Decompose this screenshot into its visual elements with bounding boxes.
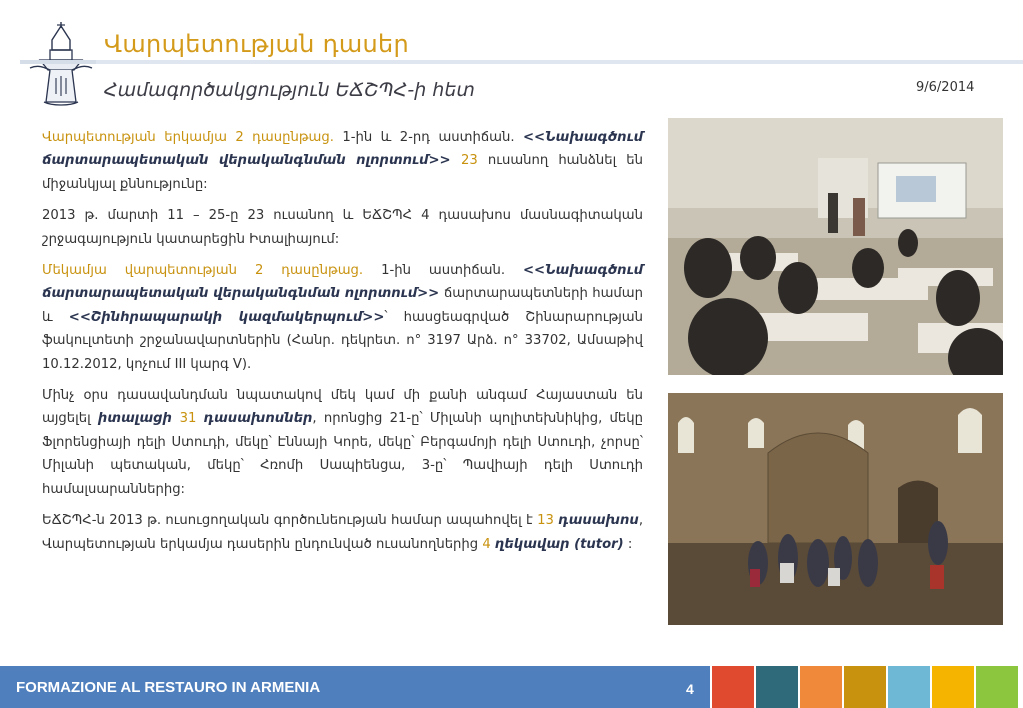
header-divider — [20, 60, 1023, 64]
page-title: Վարպետության դասեր — [104, 30, 410, 58]
paragraph — [42, 384, 643, 501]
text-segment: 1-ին և 2-րդ աստիճան. — [342, 130, 523, 145]
text-segment: 1-ին աստիճան. — [381, 263, 523, 279]
text-segment: 13 — [537, 513, 559, 529]
text-segment: <<Շինհրապարակի կազմակերպում>> — [68, 309, 385, 325]
classroom-photo — [668, 118, 1003, 375]
text-segment: 23 — [461, 153, 488, 169]
text-segment: դասախոս — [558, 513, 639, 529]
color-swatch — [756, 666, 798, 708]
paragraph — [42, 204, 643, 251]
color-swatch — [976, 666, 1018, 708]
color-swatch — [932, 666, 974, 708]
color-swatch — [712, 666, 754, 708]
color-swatches — [712, 666, 1020, 708]
text-segment: : — [623, 536, 633, 552]
text-segment: Մինչ օրս դասավանդման նպատակով մեկ կամ մի քանի անգամ Հայաստան են այցելել — [42, 388, 643, 427]
text-segment: ՝ հասցեագրված Շինարարության ֆակուլտետի շրջանավարտներին (Հանր. դեկրետ. n° 3197 Արձ. n° 33702, Ամսաթիվ 10.12.2012, կոչում III կարգ V). — [42, 309, 643, 372]
text-segment: ԵՃՇՊՀ-ն 2013 թ. ուսուցողական գործունեության համար ապահովել է — [42, 513, 538, 529]
text-segment: 2013 թ. մարտի 11 – 25-ը 23 ուսանող և ԵՃՇՊՀ 4 դասախոս մասնագիտական շրջագայություն կատարեցին Իտալիայում: — [42, 208, 643, 247]
paragraph — [42, 259, 643, 376]
church-visit-photo — [668, 393, 1003, 625]
color-swatch — [800, 666, 842, 708]
color-swatch — [888, 666, 930, 708]
paragraph — [42, 126, 643, 196]
text-segment: ճարտարապետների համար և — [42, 286, 643, 325]
text-segment: <<Նախագծում ճարտարապետական վերականգնման ոլորտում>> — [42, 130, 643, 169]
text-segment: , Վարպետության երկամյա դասերին ընդունված ուսանողներից — [42, 513, 644, 552]
text-segment: <<Նախագծում ճարտարապետական վերականգնման ոլորտում>> — [42, 263, 643, 302]
paragraph — [42, 509, 643, 556]
text-segment: , որոնցից 21-ը՝ Միլանի պոլիտեխնիկից, մեկը Ֆլորենցիայի դելի Ստուդի, մեկը՝ Էննայի Կորե, մեկը՝ Բերգամոյի դելի Ստուդի, չորսը՝ Միլանի պետական, մեկը՝ Հռոմի Սապիենցա, 3-ը՝ Պավիայի դելի Ստուդի համալսարաններից: — [42, 411, 643, 497]
text-segment: դասախոսներ — [203, 411, 313, 427]
color-swatch — [844, 666, 886, 708]
text-segment: Վարպետության երկամյա 2 դասընթաց. — [42, 130, 343, 145]
text-segment: Մեկամյա վարպետության 2 դասընթաց. — [42, 263, 382, 279]
text-segment: ուսանող հանձնել են միջանկյալ քննությունը: — [42, 153, 643, 192]
page-subtitle: Համագործակցություն ԵՃՇՊՀ-ի հետ — [104, 79, 475, 101]
text-segment: 4 — [482, 536, 495, 552]
footer-title: FORMAZIONE AL RESTAURO IN ARMENIA — [16, 679, 321, 696]
text-segment: իտալացի — [97, 411, 180, 427]
text-segment: ղեկավար (tutor) — [494, 536, 624, 552]
logo-icon — [26, 22, 96, 108]
page-number: 4 — [686, 681, 694, 697]
date-label: 9/6/2014 — [916, 80, 975, 95]
text-segment: 31 — [179, 411, 204, 427]
body-text — [42, 126, 643, 564]
